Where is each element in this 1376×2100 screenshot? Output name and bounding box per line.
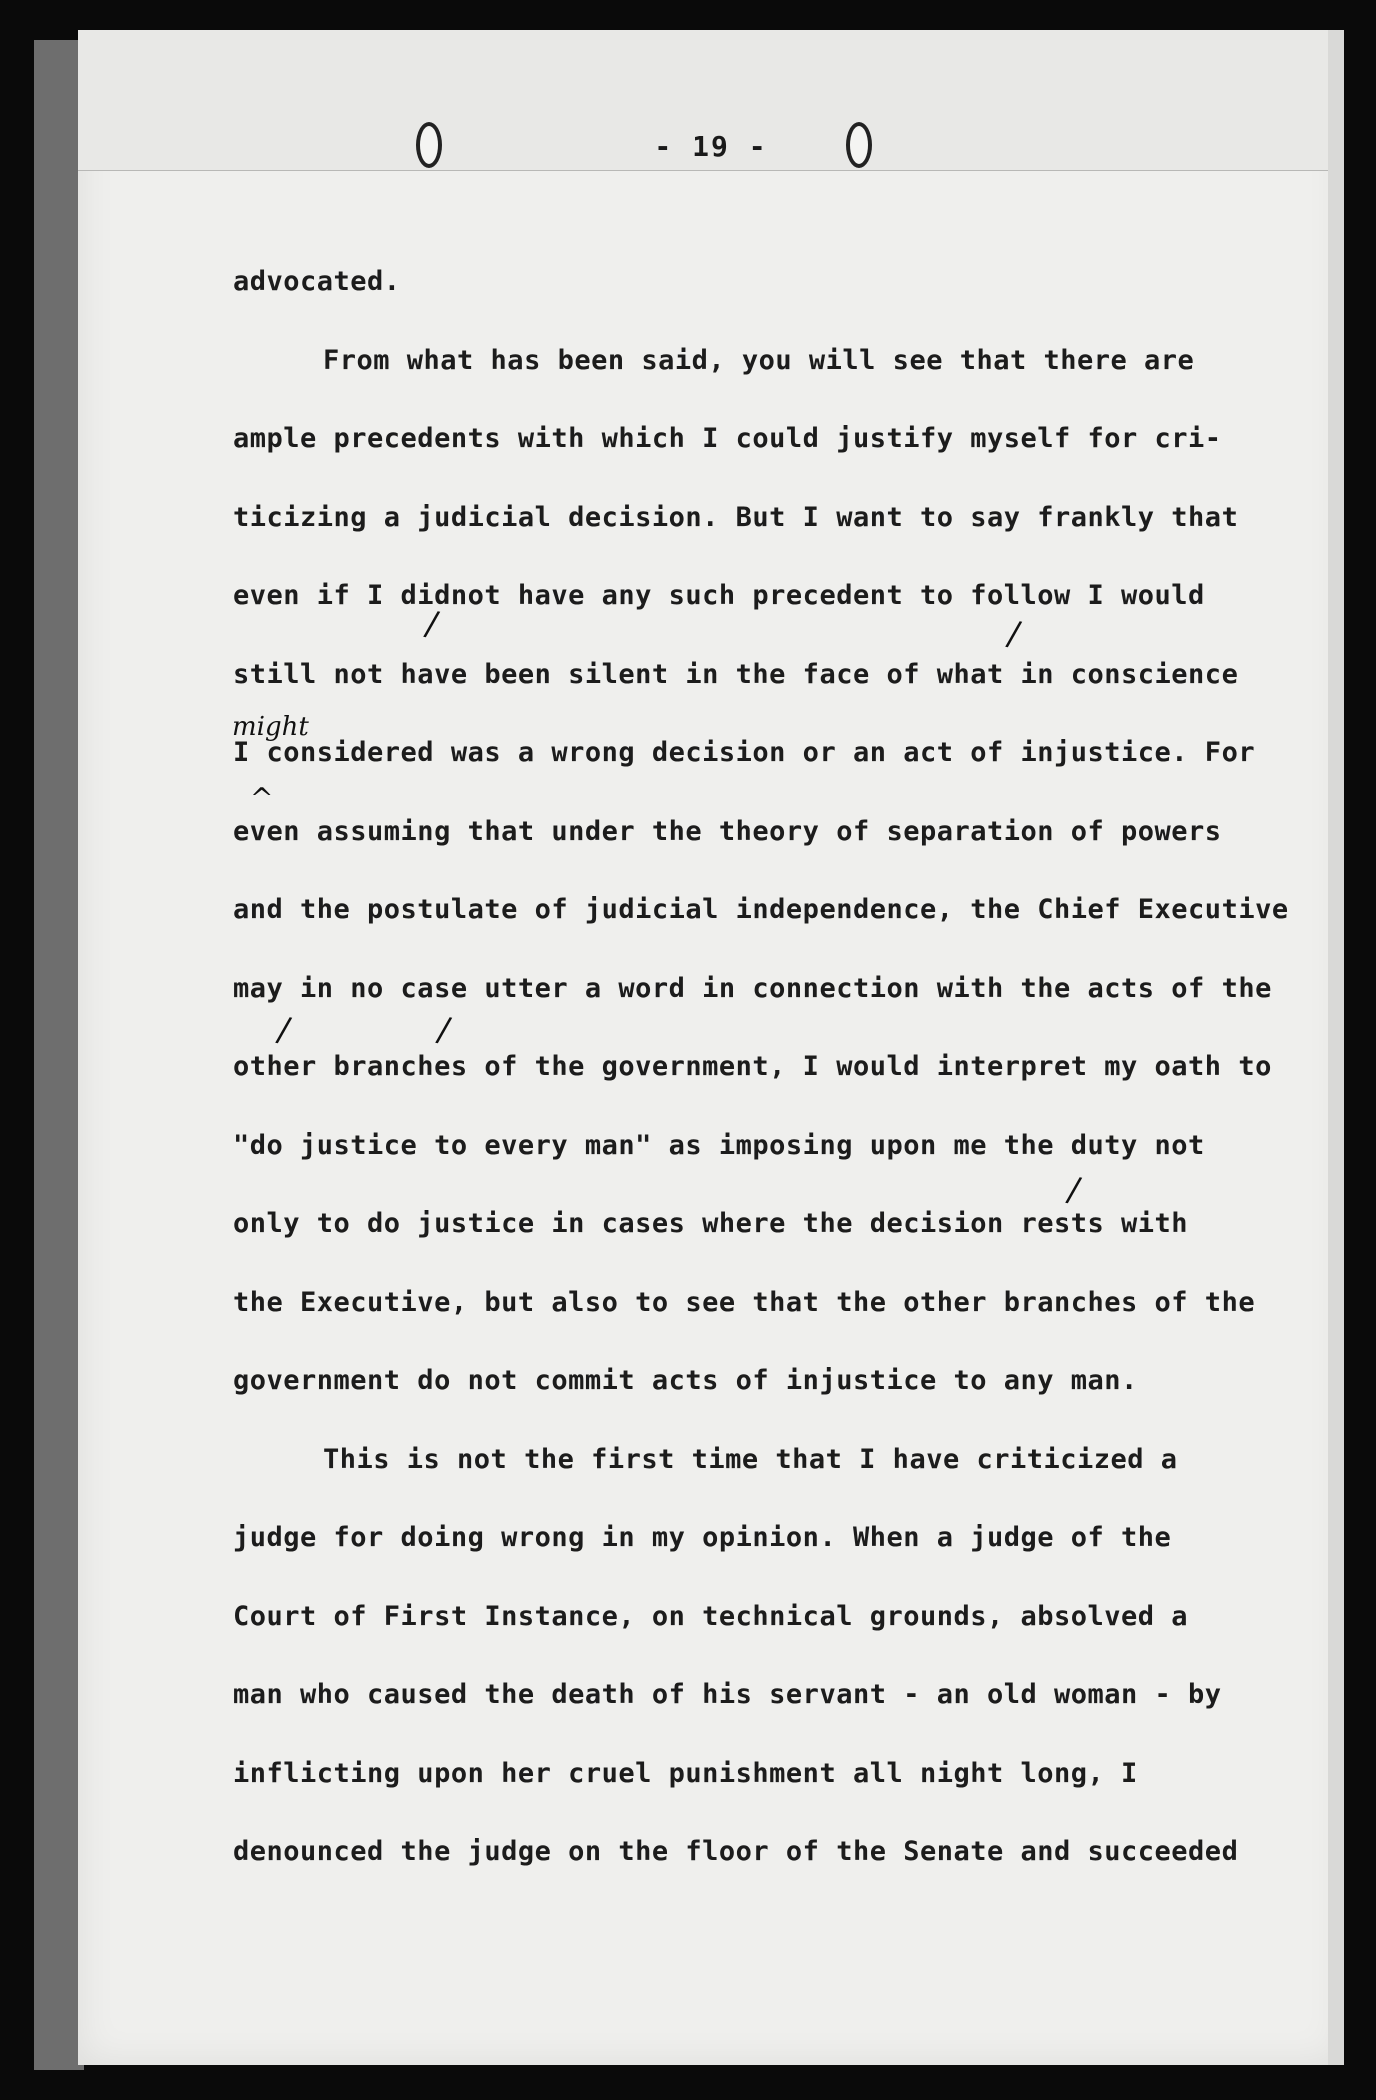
text-line-9: and the postulate of judicial independence, the Chief Executive [233,894,1289,925]
text-line-14: the Executive, but also to see that the other branches of the [233,1286,1256,1318]
text-line-8: even assuming that under the theory of separation of powers [233,815,1222,847]
typed-body-text [233,262,1313,1911]
text-line-20: inflicting upon her cruel punishment all night long, I [233,1757,1138,1789]
page-right-edge [1328,30,1344,2065]
text-line-16: This is not the first time that I have criticized a [323,1443,1178,1475]
text-line-4: ticizing a judicial decision. But I want to say frankly that [233,501,1239,533]
handwritten-slash-may: / [273,1009,294,1051]
page-number: - 19 - [654,130,768,163]
text-line-7: I considered was a wrong decision or an act of injustice. For [233,737,1256,768]
text-line-11: other branches of the government, I would interpret my oath to [233,1051,1272,1082]
text-line-1: advocated. [233,266,401,297]
text-line-10: may in no case utter a word in connection with the acts of the [233,972,1272,1004]
text-line-3: ample precedents with which I could justify myself for cri- [233,423,1222,454]
text-line-5: even if I didnot have any such precedent to follow I would [233,580,1205,611]
text-line-21: denounced the judge on the floor of the Senate and succeeded [233,1836,1239,1867]
text-line-6: still not have been silent in the face of what in conscience [233,658,1239,690]
text-line-12: "do justice to every man" as imposing upon me the duty not [233,1129,1205,1161]
scan-left-margin-strip [34,40,84,2070]
handwritten-caret: ^ [250,782,274,815]
handwritten-slash-didnot: / [421,603,442,645]
text-line-13: only to do justice in cases where the decision rests with [233,1208,1189,1239]
text-line-18: Court of First Instance, on technical grounds, absolved a [233,1600,1189,1632]
handwritten-slash-follow: / [1003,613,1024,655]
text-line-19: man who caused the death of his servant - an old woman - by [233,1679,1222,1710]
text-line-15: government do not commit acts of injustice to any man. [233,1365,1138,1396]
handwritten-slash-duty: / [1063,1169,1084,1211]
text-line-17: judge for doing wrong in my opinion. When a judge of the [233,1522,1172,1553]
document-page [78,30,1344,2065]
text-line-2: From what has been said, you will see that there are [323,344,1195,376]
handwritten-insert-might: might [232,712,309,742]
handwritten-slash-case: / [433,1009,454,1051]
